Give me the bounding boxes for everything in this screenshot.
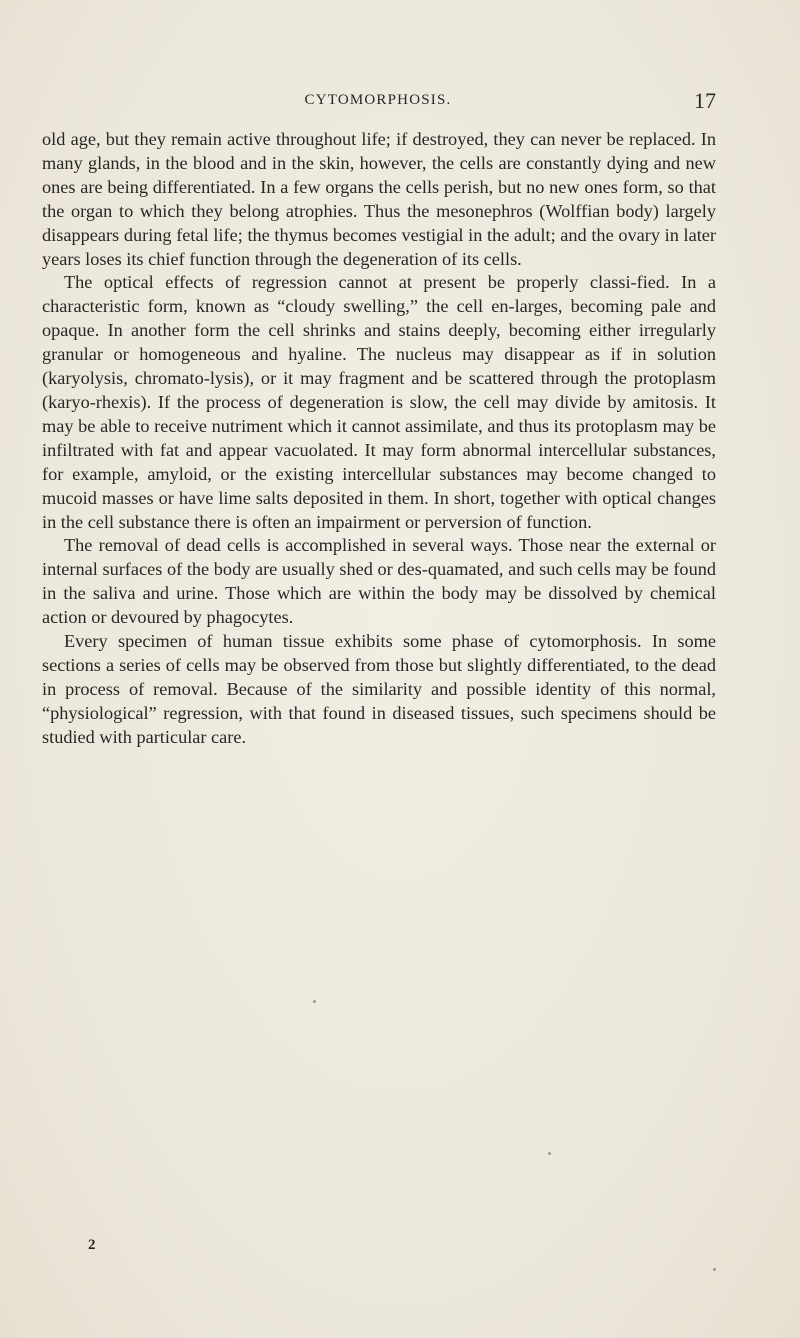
running-title: CYTOMORPHOSIS. (304, 92, 452, 108)
paper-speck (548, 1152, 551, 1155)
paper-speck (713, 1268, 716, 1271)
body-text (42, 128, 716, 750)
paragraph-4: Every specimen of human tissue exhibits some phase of cytomorphosis. In some sections a series of cells may be observed from those but slightly differentiated, to the dead in process of removal. Because of the similarity and possible identity of this normal, “physiological” regression, with that found in diseased tissues, such specimens should be studied with particular care. (42, 631, 716, 747)
paragraph-1: old age, but they remain active throughout life; if destroyed, they can never be replaced. In many glands, in the blood and in the skin, however, the cells are constantly dying and new ones are being differentiated. In a few organs the cells perish, but no new ones form, so that the organ to which they belong atrophies. Thus the mesonephros (Wolffian body) largely disappears during fetal life; the thymus becomes vestigial in the adult; and the ovary in later years loses its chief function through the degeneration of its cells. (42, 129, 716, 269)
page-number: 17 (694, 88, 716, 113)
signature-mark: 2 (88, 1237, 96, 1253)
paragraph-2: The optical effects of regression cannot at present be properly classi-fied. In a characteristic form, known as “cloudy swelling,” the cell en-larges, becoming pale and opaque. In another form the cell shrinks and stains deeply, becoming either irregularly granular or homogeneous and hyaline. The nucleus may disappear as if in solution (karyolysis, chromato-lysis), or it may fragment and be scattered through the protoplasm (karyo-rhexis). If the process of degeneration is slow, the cell may divide by amitosis. It may be able to receive nutriment which it cannot assimilate, and thus its protoplasm may be infiltrated with fat and appear vacuolated. It may form abnormal intercellular substances, for example, amyloid, or the existing intercellular substances may become changed to mucoid masses or have lime salts deposited in them. In short, together with optical changes in the cell substance there is often an impairment or perversion of function. (42, 272, 716, 532)
running-head (44, 88, 716, 118)
paper-speck (313, 1000, 316, 1003)
paragraph-3: The removal of dead cells is accomplished in several ways. Those near the external or internal surfaces of the body are usually shed or des-quamated, and such cells may be found in the saliva and urine. Those which are within the body may be dissolved by chemical action or devoured by phagocytes. (42, 535, 716, 628)
